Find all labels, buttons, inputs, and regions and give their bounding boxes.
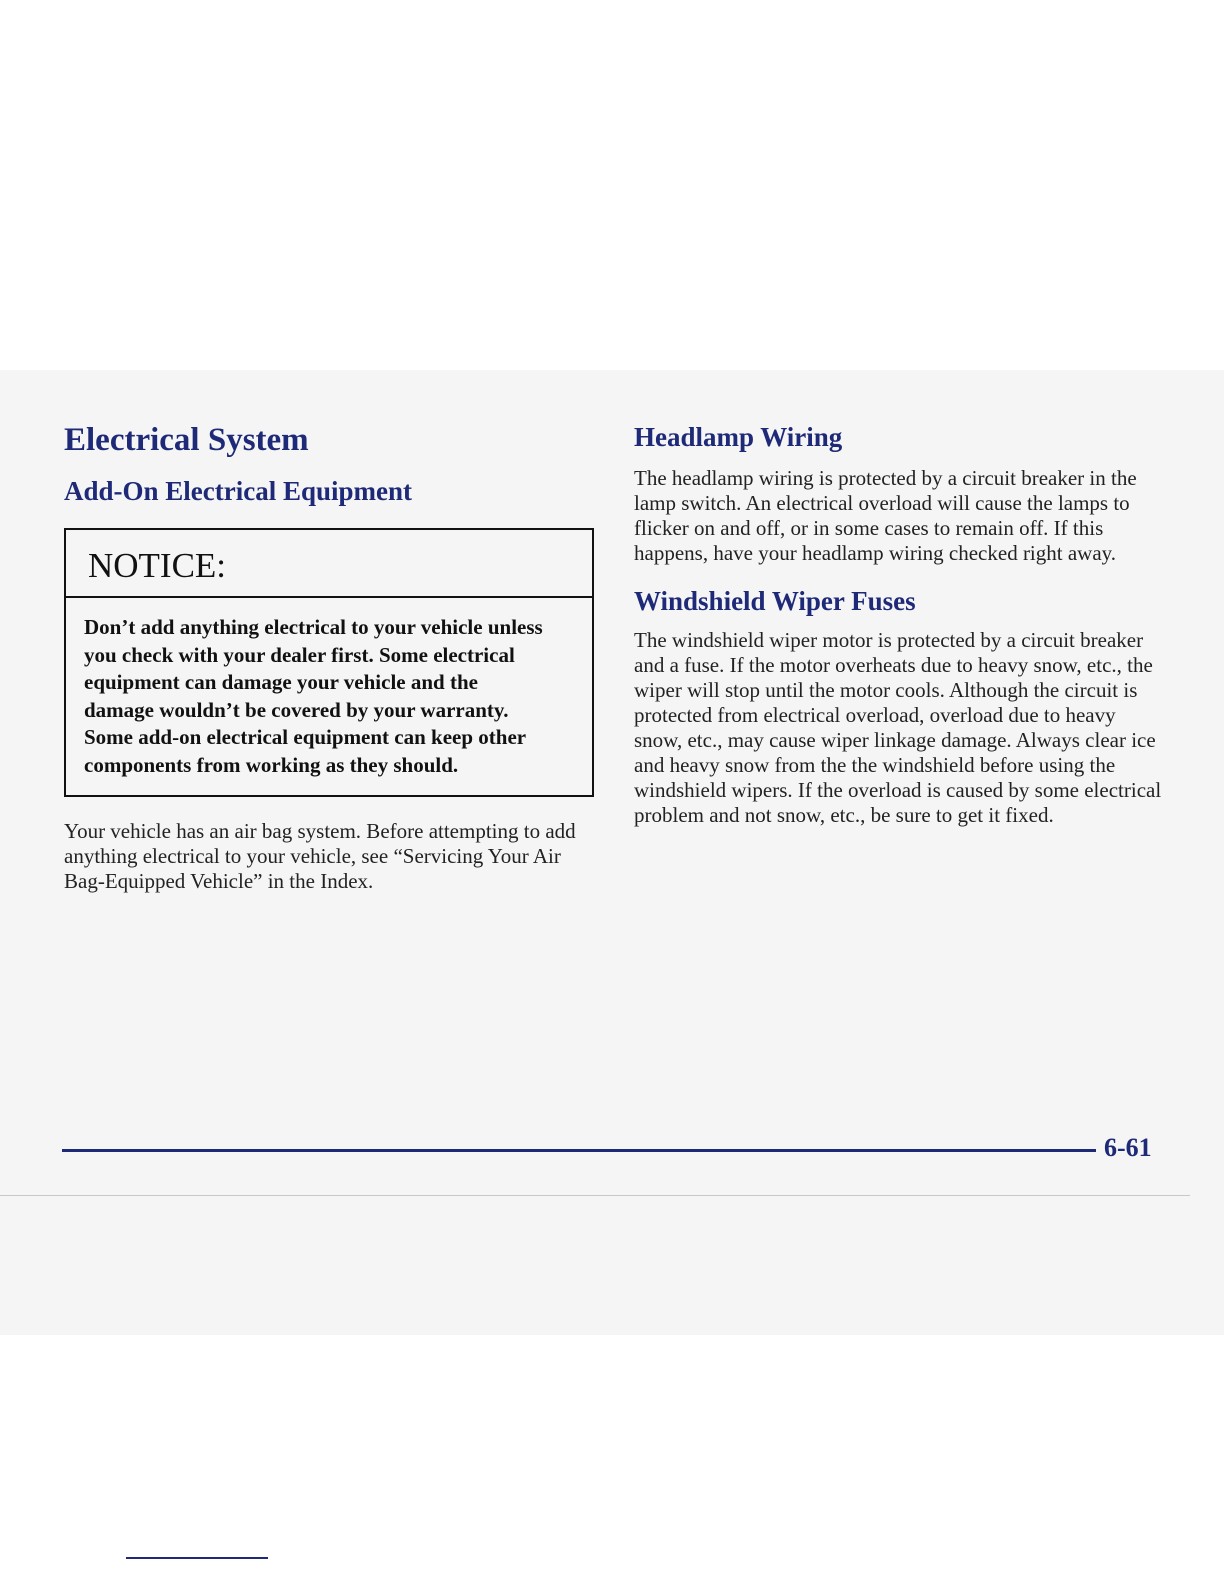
section-title: Electrical System bbox=[64, 422, 309, 458]
notice-body: Don’t add anything electrical to your vehicle unless you check with your dealer first. Some electrical equipment can damage your vehicle and the damage wouldn’t be covered by your warranty. Some add-on electrical equipment can keep other components from working as they should. bbox=[84, 615, 543, 777]
notice-box bbox=[64, 528, 594, 797]
right-column bbox=[634, 420, 1164, 828]
left-column bbox=[64, 420, 594, 894]
wiper-fuses-title: Windshield Wiper Fuses bbox=[634, 586, 916, 616]
bottom-edge-mark bbox=[126, 1557, 268, 1559]
subsection-title: Add-On Electrical Equipment bbox=[64, 476, 413, 506]
page-number: 6-61 bbox=[1104, 1133, 1152, 1162]
wiper-fuses-paragraph: The windshield wiper motor is protected by a circuit breaker and a fuse. If the motor overheats due to heavy snow, etc., the wiper will stop until the motor cools. Although the circuit is protected from electrical overload, overload due to heavy snow, etc., may cause wiper linkage damage. Always clear ice and heavy snow from the the windshield before using the windshield wipers. If the overload is caused by some electrical problem and not snow, etc., be sure to get it fixed. bbox=[634, 628, 1162, 827]
headlamp-wiring-paragraph: The headlamp wiring is protected by a circuit breaker in the lamp switch. An electrical overload will cause the lamps to flicker on and off, or in some cases to remain off. If this happens, have your headlamp wiring checked right away. bbox=[634, 466, 1137, 565]
headlamp-wiring-title: Headlamp Wiring bbox=[634, 422, 843, 452]
notice-heading: NOTICE: bbox=[66, 530, 592, 598]
scan-artifact-line bbox=[0, 1195, 1190, 1196]
air-bag-paragraph: Your vehicle has an air bag system. Before attempting to add anything electrical to your vehicle, see “Servicing Your Air Bag-Equipped Vehicle” in the Index. bbox=[64, 819, 576, 893]
footer-rule bbox=[62, 1149, 1096, 1152]
